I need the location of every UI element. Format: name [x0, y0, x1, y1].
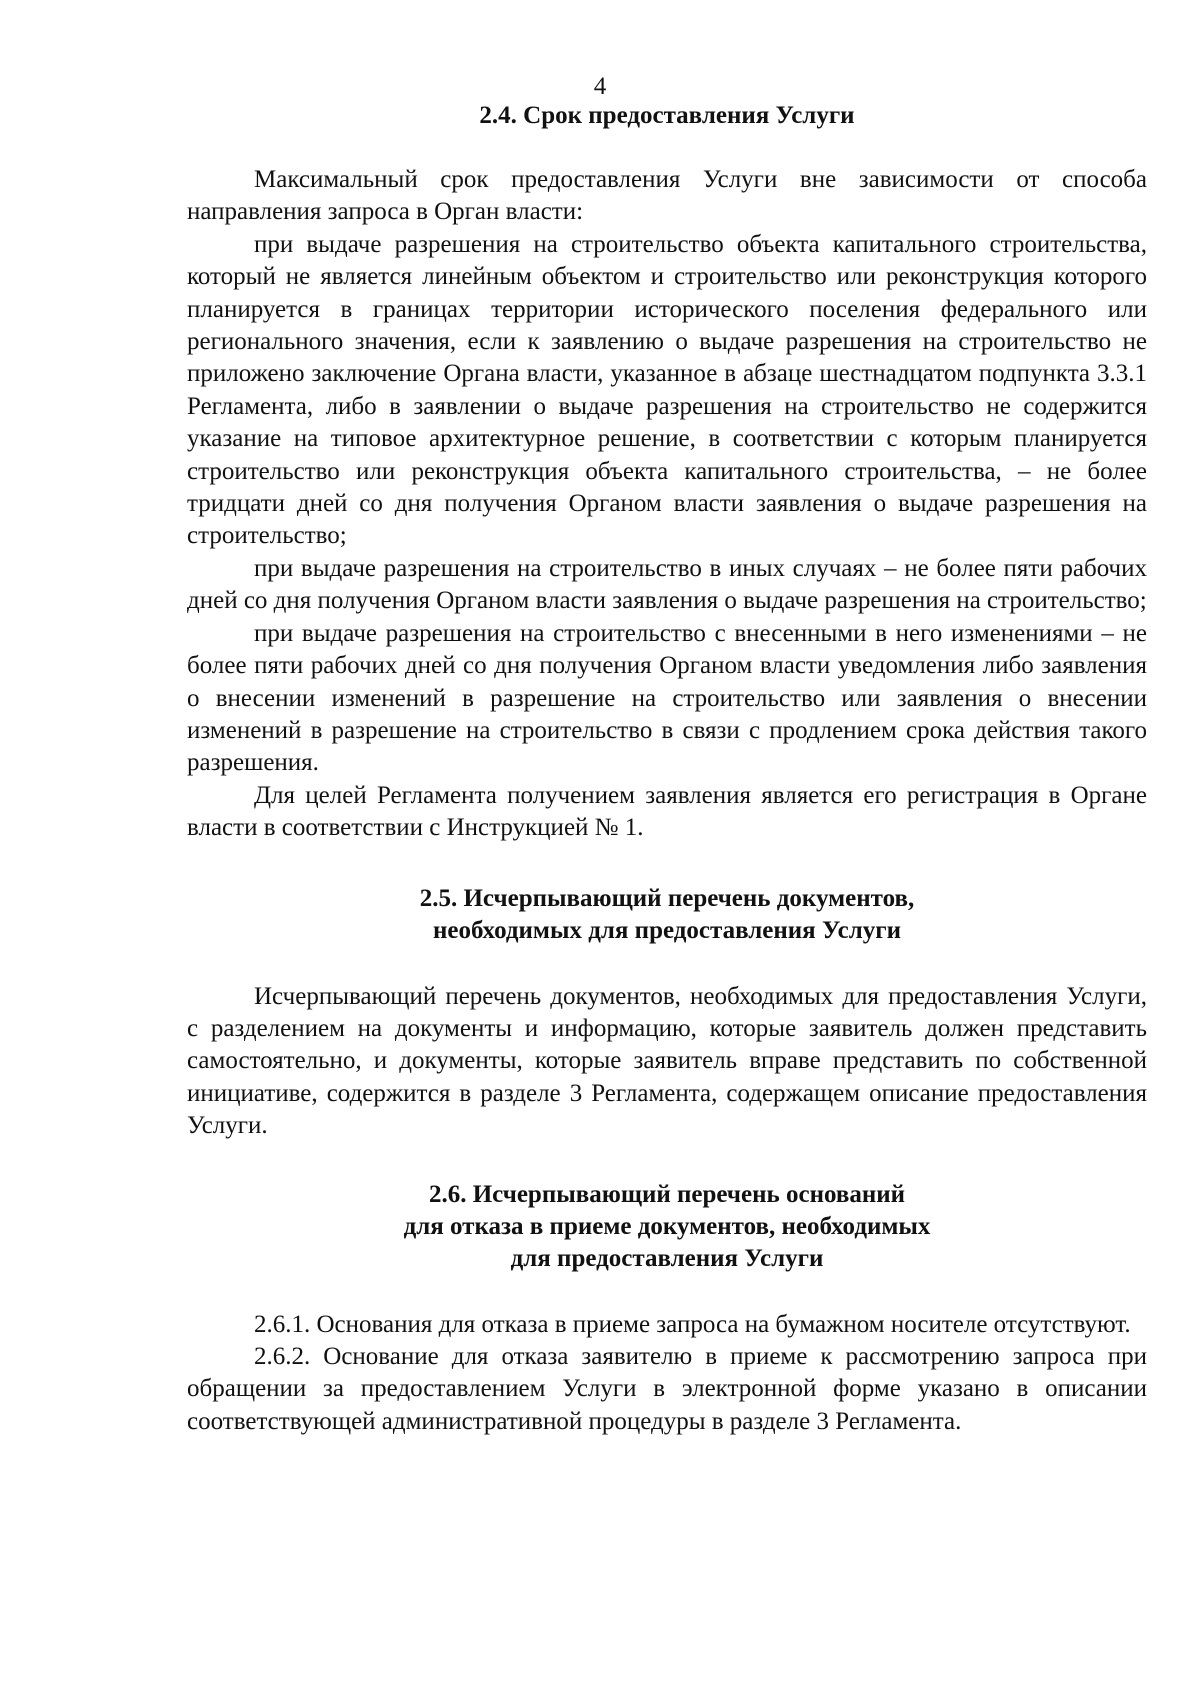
section-2-4-paragraph-1: Максимальный срок предоставления Услуги вне зависимости от способа направления запроса в Орган власти:	[187, 166, 1147, 226]
section-2-4-paragraph-3: при выдаче разрешения на строительство в иных случаях – не более пяти рабочих дней со дня получения Органом власти заявления о выдаче разрешения на строительство;	[187, 554, 1147, 615]
page-number: 4	[593, 73, 607, 100]
section-2-4-paragraph-5: Для целей Регламента получением заявления является его регистрация в Органе власти в соответствии с Инструкцией № 1.	[187, 781, 1147, 842]
section-2-6-paragraph-2: 2.6.2. Основание для отказа заявителю в приеме к рассмотрению запроса при обращении за предоставлением Услуги в электронной форме указано в описании соответствующей административной процедуры в разделе 3 Регламента.	[187, 1342, 1147, 1435]
section-2-6-title-line-2: для отказа в приеме документов, необходимых	[403, 1212, 931, 1240]
section-2-5-title-line-2: необходимых для предоставления Услуги	[433, 916, 901, 944]
section-2-4-paragraph-2: при выдаче разрешения на строительство объекта капитального строительства, который не является линейным объектом и строительство или реконструкция которого планируется в границах территории исторического поселения федерального или регионального значения, если к заявлению о выдаче разрешения на строительство не приложено заключение Органа власти, указанное в абзаце шестнадцатом подпункта 3.3.1 Регламента, либо в заявлении о выдаче разрешения на строительство не содержится указание на типовое архитектурное решение, в соответствии с которым планируется строительство или реконструкция объекта капитального строительства, – не более тридцати дней со дня получения Органом власти заявления о выдаче разрешения на строительство;	[187, 230, 1147, 550]
section-2-6-title-line-3: для предоставления Услуги	[510, 1244, 824, 1272]
section-2-6-paragraph-1: 2.6.1. Основания для отказа в приеме запроса на бумажном носителе отсутствуют.	[254, 1310, 1131, 1338]
document-body	[187, 100, 1147, 1438]
section-2-5-title	[187, 883, 1147, 947]
section-2-5-paragraph-1: Исчерпывающий перечень документов, необходимых для предоставления Услуги, с разделением на документы и информацию, которые заявитель должен представить самостоятельно, и документы, которые заявитель вправе представить по собственной инициативе, содержится в разделе 3 Регламента, содержащем описание предоставления Услуги.	[187, 982, 1147, 1140]
section-2-6-title-line-1: 2.6. Исчерпывающий перечень оснований	[428, 1180, 906, 1208]
section-2-5-title-line-1: 2.5. Исчерпывающий перечень документов,	[419, 884, 915, 912]
section-2-6-title	[187, 1179, 1147, 1275]
section-2-4-paragraph-4: при выдаче разрешения на строительство с внесенными в него изменениями – не более пяти рабочих дней со дня получения Органом власти уведомления либо заявления о внесении изменений в разрешение на строительство или заявления о внесении изменений в разрешение на строительство в связи с продлением срока действия такого разрешения.	[187, 619, 1147, 777]
section-2-4-title: 2.4. Срок предоставления Услуги	[479, 102, 855, 129]
